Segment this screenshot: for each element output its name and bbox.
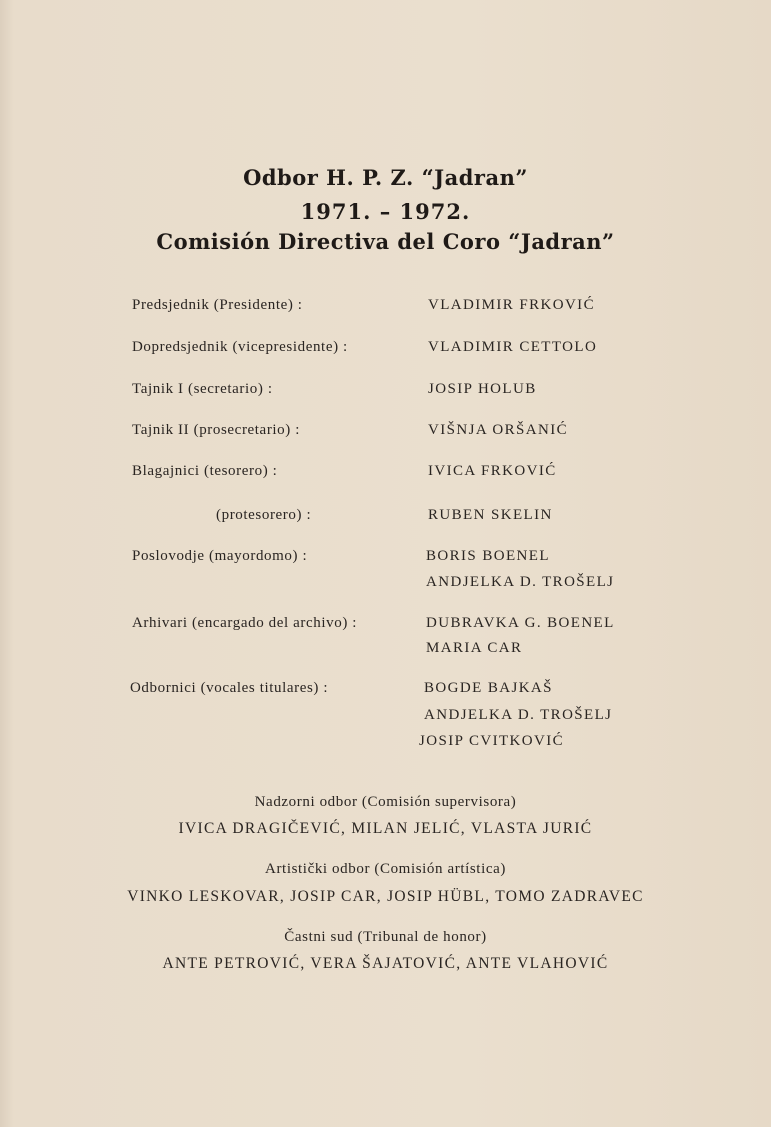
board-row-president — [0, 297, 771, 321]
committee-title-artistic: Artistički odbor (Comisión artística) — [265, 861, 506, 877]
member-name: BOGDE BAJKAŠ — [424, 680, 553, 696]
role-label: Predsjednik (Presidente) : — [132, 297, 303, 313]
board-row-vicepresident — [0, 339, 771, 363]
board-row-members — [0, 680, 771, 756]
member-name: ANDJELKA D. TROŠELJ — [424, 707, 613, 723]
board-row-protreasurer — [0, 507, 771, 531]
member-name: BORIS BOENEL — [426, 548, 550, 564]
heading-years: 1971. – 1972. — [300, 199, 471, 224]
committee-members-honor: ANTE PETROVIĆ, VERA ŠAJATOVIĆ, ANTE VLAHOVIĆ — [162, 955, 609, 972]
role-label: Tajnik II (prosecretario) : — [132, 422, 300, 438]
committee-title-honor: Častni sud (Tribunal de honor) — [284, 929, 487, 945]
member-name: DUBRAVKA G. BOENEL — [426, 615, 615, 631]
role-label: Blagajnici (tesorero) : — [132, 463, 278, 479]
member-name: ANDJELKA D. TROŠELJ — [426, 574, 615, 590]
member-name: RUBEN SKELIN — [428, 507, 553, 523]
heading-title: Odbor H. P. Z. “Jadran” — [243, 165, 528, 190]
role-label: Dopredsjednik (vicepresidente) : — [132, 339, 348, 355]
board-row-archivist — [0, 615, 771, 665]
member-name: MARIA CAR — [426, 640, 523, 656]
role-label: Odbornici (vocales titulares) : — [130, 680, 329, 696]
member-name: VLADIMIR FRKOVIĆ — [428, 297, 595, 313]
board-row-prosecretary — [0, 422, 771, 446]
board-row-steward — [0, 548, 771, 598]
role-label: Poslovodje (mayordomo) : — [132, 548, 308, 564]
member-name: VLADIMIR CETTOLO — [428, 339, 598, 355]
board-row-treasurer — [0, 463, 771, 487]
committee-members-artistic: VINKO LESKOVAR, JOSIP CAR, JOSIP HÜBL, TOMO ZADRAVEC — [127, 888, 644, 905]
board-row-secretary — [0, 381, 771, 405]
role-label: Arhivari (encargado del archivo) : — [132, 615, 358, 631]
member-name: VIŠNJA ORŠANIĆ — [428, 422, 569, 438]
role-label: (protesorero) : — [216, 507, 312, 523]
member-name: JOSIP HOLUB — [428, 381, 537, 397]
member-name: JOSIP CVITKOVIĆ — [419, 733, 565, 749]
role-label: Tajnik I (secretario) : — [132, 381, 273, 397]
heading-subtitle: Comisión Directiva del Coro “Jadran” — [156, 229, 615, 254]
committee-members-supervisory: IVICA DRAGIČEVIĆ, MILAN JELIĆ, VLASTA JURIĆ — [178, 820, 593, 837]
committee-title-supervisory: Nadzorni odbor (Comisión supervisora) — [254, 794, 517, 810]
member-name: IVICA FRKOVIĆ — [428, 463, 557, 479]
